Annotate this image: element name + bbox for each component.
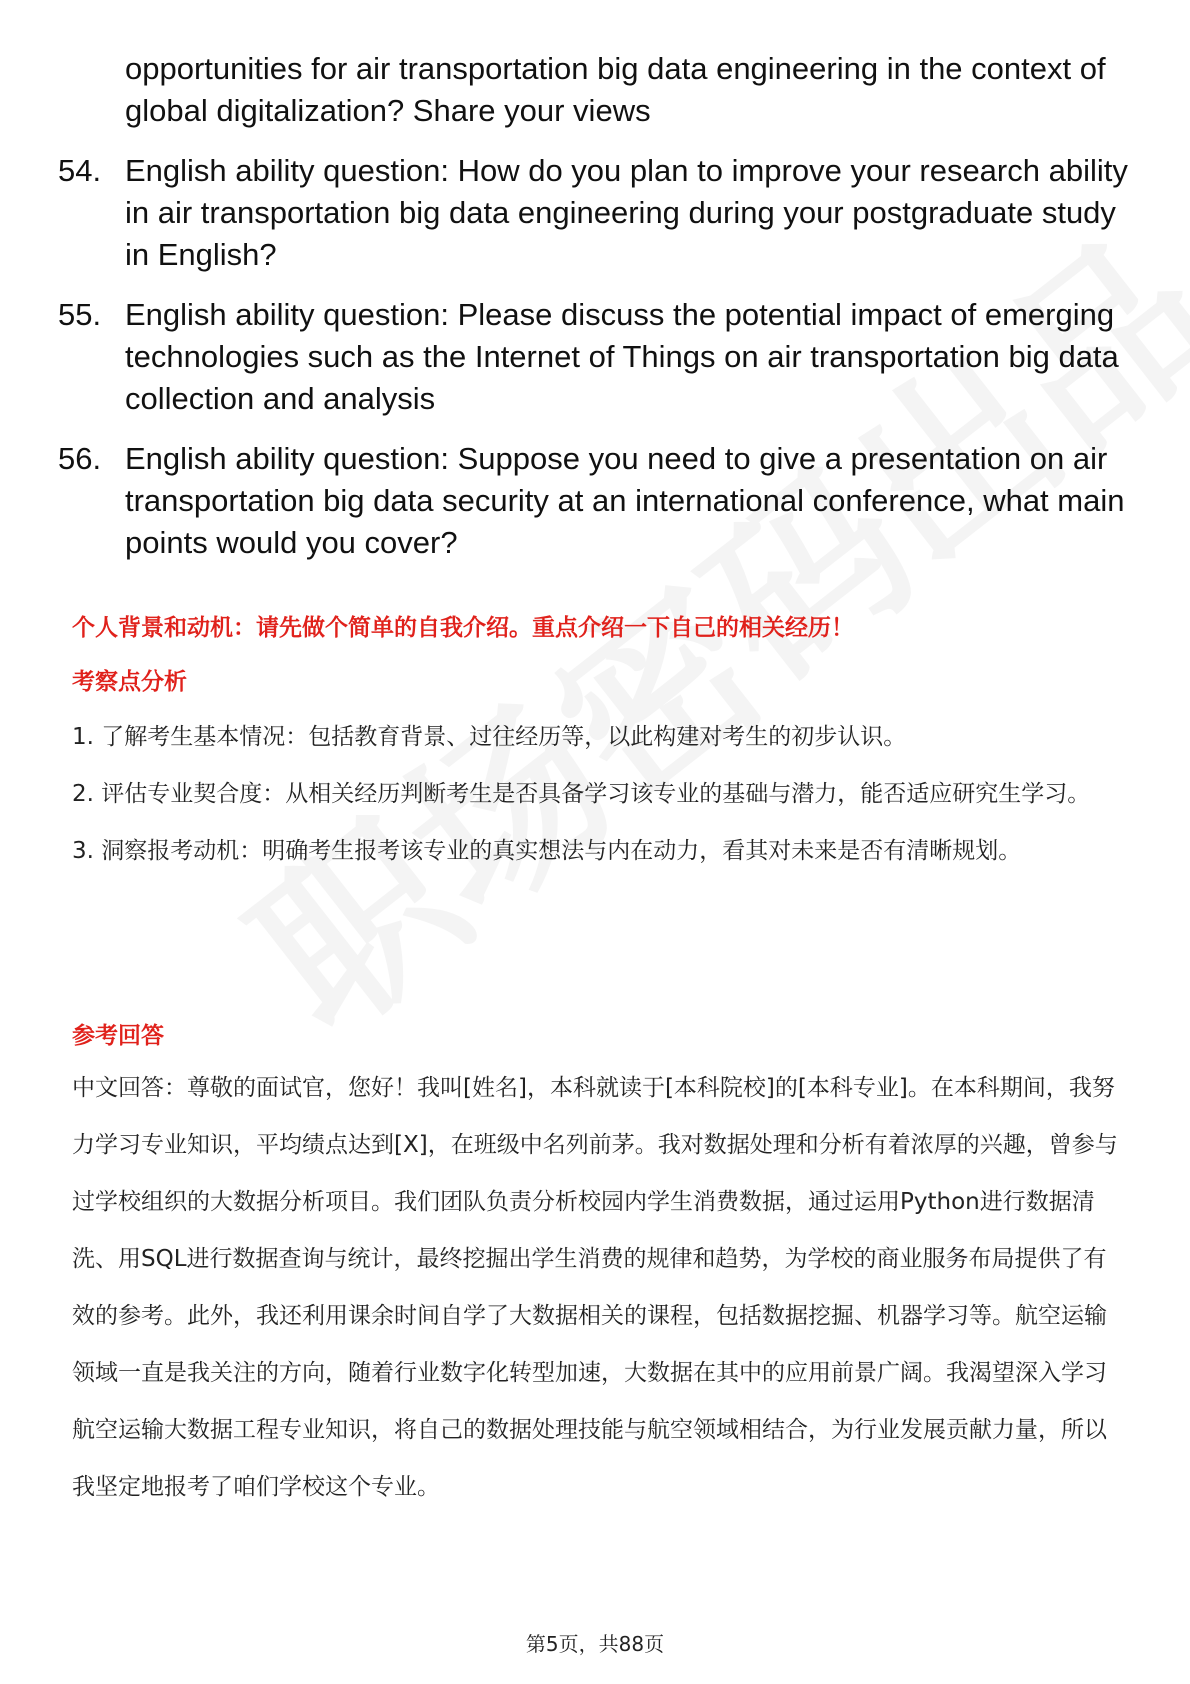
question-continuation: opportunities for air transportation big data engineering in the context of global digitalization? Share your views — [125, 51, 1106, 128]
answer-text: 中文回答：尊敬的面试官，您好！我叫[姓名]，本科就读于[本科院校]的[本科专业]。在本科期间，我努力学习专业知识，平均绩点达到[X]，在班级中名列前茅。我对数据处理和分析有着浓厚的兴趣，曾参与过学校组织的大数据分析项目。我们团队负责分析校园内学生消费数据，通过运用Python进行数据清洗、用SQL进行数据查询与统计，最终挖掘出学生消费的规律和趋势，为学校的商业服务布局提供了有效的参考。此外，我还利用课余时间自学了大数据相关的课程，包括数据挖掘、机器学习等。航空运输领域一直是我关注的方向，随着行业数字化转型加速，大数据在其中的应用前景广阔。我渴望深入学习航空运输大数据工程专业知识，将自己的数据处理技能与航空领域相结合，为行业发展贡献力量，所以我坚定地报考了咱们学校这个专业。 — [72, 1075, 1118, 1500]
section-heading: 个人背景和动机：请先做个简单的自我介绍。重点介绍一下自己的相关经历！ — [72, 615, 854, 641]
analysis-title: 考察点分析 — [72, 669, 187, 695]
list-item — [58, 150, 1138, 276]
question-text: English ability question: Please discuss the potential impact of emerging technologies such as the Internet of Things on air transportation big data collection and analysis — [125, 297, 1119, 416]
question-text: English ability question: How do you plan to improve your research ability in air transportation big data engineering during your postgraduate study in English? — [125, 153, 1128, 272]
question-number: 56. — [58, 441, 102, 476]
analysis-block — [72, 667, 1122, 697]
analysis-points — [72, 709, 1122, 880]
list-item — [58, 294, 1138, 420]
analysis-point: 3. 洞察报考动机：明确考生报考该专业的真实想法与内在动力，看其对未来是否有清晰规划。 — [72, 838, 1022, 864]
analysis-point: 2. 评估专业契合度：从相关经历判断考生是否具备学习该专业的基础与潜力，能否适应研究生学习。 — [72, 781, 1091, 807]
list-item — [58, 438, 1138, 564]
question-text: English ability question: Suppose you need to give a presentation on air transportation big data security at an international conference, what main points would you cover? — [125, 441, 1125, 560]
answer-block — [72, 1021, 1122, 1051]
analysis-point: 1. 了解考生基本情况：包括教育背景、过往经历等，以此构建对考生的初步认识。 — [72, 724, 907, 750]
question-number: 55. — [58, 297, 102, 332]
question-number: 54. — [58, 153, 102, 188]
section-heading-block — [72, 613, 1122, 643]
answer-body — [72, 1060, 1122, 1516]
page-footer: 第5页，共88页 — [525, 1632, 665, 1656]
answer-title: 参考回答 — [72, 1023, 164, 1049]
question-list — [58, 48, 1138, 564]
